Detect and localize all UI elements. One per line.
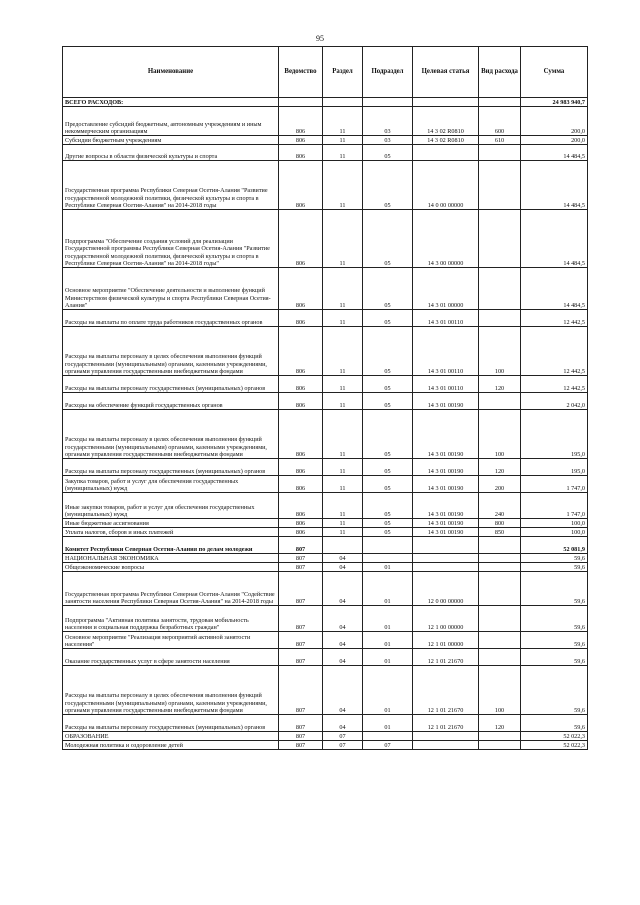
- header-amount: Сумма: [521, 47, 588, 98]
- cell-target-article: 14 3 01 00110: [413, 376, 479, 393]
- cell-subsection: 01: [363, 563, 413, 572]
- cell-subsection: 01: [363, 572, 413, 606]
- cell-subsection: [363, 732, 413, 741]
- cell-amount: 24 983 940,7: [521, 98, 588, 107]
- cell-subsection: 01: [363, 632, 413, 649]
- cell-department: 807: [279, 732, 323, 741]
- cell-subsection: 05: [363, 459, 413, 476]
- cell-department: 807: [279, 741, 323, 750]
- cell-department: 806: [279, 107, 323, 136]
- header-expense-type: Вид расхода: [479, 47, 521, 98]
- cell-amount: 12 442,5: [521, 376, 588, 393]
- cell-department: 807: [279, 715, 323, 732]
- cell-department: 806: [279, 528, 323, 537]
- cell-name: Другие вопросы в области физической культуры и спорта: [63, 145, 279, 161]
- cell-amount: 59,6: [521, 715, 588, 732]
- cell-subsection: 05: [363, 310, 413, 327]
- table-row: [63, 519, 588, 528]
- cell-section: 11: [323, 268, 363, 310]
- cell-amount: 59,6: [521, 554, 588, 563]
- cell-target-article: [413, 537, 479, 554]
- cell-name: Государственная программа Республики Северная Осетия-Алания "Содействие занятости населения Республики Северная Осетия-Алания" на 2014-2018 годы: [63, 572, 279, 606]
- cell-target-article: 12 1 01 21670: [413, 666, 479, 715]
- cell-subsection: 05: [363, 268, 413, 310]
- cell-name: Основное мероприятие "Обеспечение деятельности и выполнение функций Министерством физической культуры и спорта Республики Северная Осетия-Алания": [63, 268, 279, 310]
- cell-target-article: [413, 741, 479, 750]
- cell-subsection: [363, 537, 413, 554]
- cell-target-article: 14 3 02 R0810: [413, 136, 479, 145]
- cell-section: 04: [323, 666, 363, 715]
- table-row: [63, 145, 588, 161]
- header-department: Ведомство: [279, 47, 323, 98]
- cell-name: Государственная программа Республики Северная Осетия-Алания "Развитие государственной молодежной политики, физической культуры и спорта в Республике Северная Осетия-Алания" на 2014-2018 годы: [63, 161, 279, 210]
- cell-name: Основное мероприятие "Реализация мероприятий активной занятости населения": [63, 632, 279, 649]
- table-row: [63, 606, 588, 632]
- cell-subsection: 05: [363, 161, 413, 210]
- table-row: [63, 98, 588, 107]
- cell-section: 11: [323, 327, 363, 376]
- cell-target-article: [413, 554, 479, 563]
- cell-name: Расходы на выплаты персоналу в целях обеспечения выполнения функций государственными (муниципальными) органами, казенными учреждениями, органами управления государственными внебюджетными фондами: [63, 666, 279, 715]
- budget-table: [62, 46, 588, 750]
- cell-name: Расходы на выплаты персоналу в целях обеспечения выполнения функций государственными (муниципальными) органами, казенными учреждениями, органами управления государственными внебюджетными фондами: [63, 327, 279, 376]
- table-row: [63, 741, 588, 750]
- cell-amount: 2 042,0: [521, 393, 588, 410]
- cell-expense-type: [479, 210, 521, 268]
- cell-section: 11: [323, 528, 363, 537]
- cell-expense-type: 100: [479, 666, 521, 715]
- cell-expense-type: 240: [479, 493, 521, 519]
- cell-name: Расходы на выплаты по оплате труда работников государственных органов: [63, 310, 279, 327]
- cell-department: 806: [279, 310, 323, 327]
- cell-expense-type: [479, 741, 521, 750]
- cell-department: 807: [279, 666, 323, 715]
- cell-subsection: 05: [363, 410, 413, 459]
- cell-amount: 14 484,5: [521, 210, 588, 268]
- cell-target-article: 14 3 00 00000: [413, 210, 479, 268]
- cell-target-article: 14 3 01 00190: [413, 476, 479, 493]
- table-row: [63, 327, 588, 376]
- cell-section: 11: [323, 493, 363, 519]
- cell-expense-type: 200: [479, 476, 521, 493]
- cell-target-article: 14 3 01 00190: [413, 393, 479, 410]
- cell-section: 07: [323, 732, 363, 741]
- cell-expense-type: [479, 393, 521, 410]
- cell-section: 11: [323, 136, 363, 145]
- cell-expense-type: [479, 563, 521, 572]
- table-row: [63, 537, 588, 554]
- cell-department: 807: [279, 606, 323, 632]
- cell-section: 04: [323, 715, 363, 732]
- cell-expense-type: 120: [479, 376, 521, 393]
- cell-target-article: [413, 732, 479, 741]
- cell-name: Оказание государственных услуг в сфере занятости населения: [63, 649, 279, 666]
- cell-expense-type: [479, 537, 521, 554]
- table-row: [63, 410, 588, 459]
- cell-subsection: 05: [363, 519, 413, 528]
- table-row: [63, 210, 588, 268]
- cell-amount: 12 442,5: [521, 310, 588, 327]
- cell-subsection: 01: [363, 606, 413, 632]
- table-row: [63, 376, 588, 393]
- table-row: [63, 393, 588, 410]
- cell-amount: 14 484,5: [521, 161, 588, 210]
- cell-name: Подпрограмма "Активная политика занятости, трудовая мобильность населения и социальная поддержка безработных граждан": [63, 606, 279, 632]
- table-row: [63, 666, 588, 715]
- cell-department: 806: [279, 136, 323, 145]
- cell-section: 11: [323, 210, 363, 268]
- cell-amount: 52 022,3: [521, 741, 588, 750]
- cell-name: Уплата налогов, сборов и иных платежей: [63, 528, 279, 537]
- cell-section: 11: [323, 161, 363, 210]
- cell-department: 807: [279, 632, 323, 649]
- cell-name: ВСЕГО РАСХОДОВ:: [63, 98, 279, 107]
- cell-amount: 14 484,5: [521, 268, 588, 310]
- cell-name: Общеэкономические вопросы: [63, 563, 279, 572]
- cell-amount: 200,0: [521, 107, 588, 136]
- cell-department: 807: [279, 563, 323, 572]
- cell-target-article: 12 1 01 00000: [413, 632, 479, 649]
- cell-department: 806: [279, 519, 323, 528]
- table-row: [63, 107, 588, 136]
- cell-expense-type: 850: [479, 528, 521, 537]
- cell-name: Расходы на выплаты персоналу государственных (муниципальных) органов: [63, 459, 279, 476]
- cell-department: 806: [279, 327, 323, 376]
- cell-department: 807: [279, 649, 323, 666]
- cell-section: [323, 537, 363, 554]
- cell-section: 11: [323, 519, 363, 528]
- cell-expense-type: [479, 268, 521, 310]
- cell-name: НАЦИОНАЛЬНАЯ ЭКОНОМИКА: [63, 554, 279, 563]
- cell-name: Расходы на выплаты персоналу в целях обеспечения выполнения функций государственными (муниципальными) органами, казенными учреждениями, органами управления государственными внебюджетными фондами: [63, 410, 279, 459]
- cell-section: 11: [323, 145, 363, 161]
- cell-department: [279, 98, 323, 107]
- cell-target-article: 14 0 00 00000: [413, 161, 479, 210]
- cell-section: 04: [323, 606, 363, 632]
- cell-subsection: [363, 554, 413, 563]
- table-row: [63, 476, 588, 493]
- cell-expense-type: 610: [479, 136, 521, 145]
- cell-department: 806: [279, 161, 323, 210]
- cell-target-article: 14 3 01 00190: [413, 493, 479, 519]
- cell-target-article: [413, 563, 479, 572]
- cell-name: Расходы на выплаты персоналу государственных (муниципальных) органов: [63, 376, 279, 393]
- cell-expense-type: [479, 98, 521, 107]
- cell-name: Предоставление субсидий бюджетным, автономным учреждениям и иным некоммерческим организациям: [63, 107, 279, 136]
- cell-section: 11: [323, 459, 363, 476]
- cell-expense-type: 800: [479, 519, 521, 528]
- cell-expense-type: [479, 632, 521, 649]
- cell-target-article: 14 3 01 00000: [413, 268, 479, 310]
- cell-amount: 59,6: [521, 572, 588, 606]
- cell-section: [323, 98, 363, 107]
- cell-name: ОБРАЗОВАНИЕ: [63, 732, 279, 741]
- table-row: [63, 528, 588, 537]
- cell-department: 806: [279, 393, 323, 410]
- cell-amount: 52 081,9: [521, 537, 588, 554]
- cell-name: Комитет Республики Северная Осетия-Алания по делам молодежи: [63, 537, 279, 554]
- cell-department: 806: [279, 210, 323, 268]
- cell-section: 11: [323, 476, 363, 493]
- cell-department: 806: [279, 268, 323, 310]
- cell-target-article: 12 1 01 21670: [413, 649, 479, 666]
- cell-expense-type: [479, 572, 521, 606]
- cell-amount: 14 484,5: [521, 145, 588, 161]
- cell-subsection: 05: [363, 376, 413, 393]
- cell-department: 806: [279, 376, 323, 393]
- cell-target-article: 14 3 01 00190: [413, 459, 479, 476]
- table-row: [63, 310, 588, 327]
- cell-section: 04: [323, 554, 363, 563]
- cell-amount: 195,0: [521, 410, 588, 459]
- cell-subsection: 01: [363, 666, 413, 715]
- cell-amount: 1 747,0: [521, 493, 588, 519]
- cell-expense-type: [479, 554, 521, 563]
- cell-amount: 59,6: [521, 632, 588, 649]
- cell-target-article: 12 0 00 00000: [413, 572, 479, 606]
- cell-department: 806: [279, 476, 323, 493]
- cell-name: Иные бюджетные ассигнования: [63, 519, 279, 528]
- cell-section: 04: [323, 649, 363, 666]
- cell-section: 11: [323, 376, 363, 393]
- cell-expense-type: 120: [479, 715, 521, 732]
- table-row: [63, 493, 588, 519]
- cell-expense-type: [479, 732, 521, 741]
- cell-amount: 100,0: [521, 528, 588, 537]
- cell-expense-type: [479, 310, 521, 327]
- cell-expense-type: [479, 649, 521, 666]
- cell-subsection: 05: [363, 528, 413, 537]
- cell-target-article: 14 3 01 00190: [413, 410, 479, 459]
- cell-name: Расходы на выплаты персоналу государственных (муниципальных) органов: [63, 715, 279, 732]
- cell-subsection: 03: [363, 107, 413, 136]
- cell-amount: 52 022,3: [521, 732, 588, 741]
- cell-expense-type: 100: [479, 410, 521, 459]
- cell-subsection: 05: [363, 327, 413, 376]
- cell-amount: 59,6: [521, 649, 588, 666]
- cell-amount: 200,0: [521, 136, 588, 145]
- page-number: 95: [316, 34, 324, 43]
- cell-name: Субсидии бюджетным учреждениям: [63, 136, 279, 145]
- table-row: [63, 649, 588, 666]
- cell-amount: 12 442,5: [521, 327, 588, 376]
- header-target-article: Целевая статья: [413, 47, 479, 98]
- cell-amount: 100,0: [521, 519, 588, 528]
- cell-amount: 59,6: [521, 666, 588, 715]
- cell-section: 11: [323, 107, 363, 136]
- cell-amount: 59,6: [521, 563, 588, 572]
- cell-name: Закупка товаров, работ и услуг для обеспечения государственных (муниципальных) нужд: [63, 476, 279, 493]
- table-row: [63, 563, 588, 572]
- cell-subsection: 05: [363, 393, 413, 410]
- cell-expense-type: [479, 161, 521, 210]
- cell-department: 807: [279, 554, 323, 563]
- cell-target-article: 14 3 01 00190: [413, 519, 479, 528]
- cell-department: 806: [279, 145, 323, 161]
- cell-name: Подпрограмма "Обеспечение создания условий для реализации Государственной программы Республики Северная Осетия-Алания "Развитие государственной молодежной политики, физической культуры и спорта в Республике Северная Осетия-Алания" на 2014-2018 годы": [63, 210, 279, 268]
- cell-subsection: 05: [363, 493, 413, 519]
- table-row: [63, 572, 588, 606]
- table-row: [63, 136, 588, 145]
- cell-expense-type: 100: [479, 327, 521, 376]
- cell-subsection: 05: [363, 476, 413, 493]
- cell-expense-type: 600: [479, 107, 521, 136]
- header-name: Наименование: [63, 47, 279, 98]
- cell-department: 807: [279, 537, 323, 554]
- cell-section: 11: [323, 393, 363, 410]
- cell-subsection: 01: [363, 649, 413, 666]
- cell-target-article: 14 3 01 00110: [413, 310, 479, 327]
- table-row: [63, 554, 588, 563]
- cell-subsection: 03: [363, 136, 413, 145]
- cell-subsection: 05: [363, 210, 413, 268]
- cell-target-article: 14 3 01 00110: [413, 327, 479, 376]
- cell-target-article: [413, 145, 479, 161]
- table-row: [63, 268, 588, 310]
- header-subsection: Подраздел: [363, 47, 413, 98]
- cell-amount: 1 747,0: [521, 476, 588, 493]
- cell-subsection: 01: [363, 715, 413, 732]
- cell-target-article: 14 3 02 R0810: [413, 107, 479, 136]
- cell-department: 806: [279, 493, 323, 519]
- cell-target-article: 12 1 01 21670: [413, 715, 479, 732]
- cell-subsection: 07: [363, 741, 413, 750]
- cell-section: 11: [323, 410, 363, 459]
- table-row: [63, 632, 588, 649]
- cell-expense-type: 120: [479, 459, 521, 476]
- cell-name: Иные закупки товаров, работ и услуг для обеспечения государственных (муниципальных) нужд: [63, 493, 279, 519]
- cell-target-article: [413, 98, 479, 107]
- cell-expense-type: [479, 606, 521, 632]
- cell-name: Молодежная политика и оздоровление детей: [63, 741, 279, 750]
- table-header-row: [63, 47, 588, 98]
- cell-subsection: [363, 98, 413, 107]
- cell-section: 11: [323, 310, 363, 327]
- cell-target-article: 14 3 01 00190: [413, 528, 479, 537]
- cell-section: 04: [323, 572, 363, 606]
- header-section: Раздел: [323, 47, 363, 98]
- cell-section: 04: [323, 632, 363, 649]
- cell-department: 806: [279, 459, 323, 476]
- cell-amount: 195,0: [521, 459, 588, 476]
- table-row: [63, 459, 588, 476]
- cell-subsection: 05: [363, 145, 413, 161]
- table-row: [63, 732, 588, 741]
- cell-section: 07: [323, 741, 363, 750]
- table-row: [63, 161, 588, 210]
- cell-expense-type: [479, 145, 521, 161]
- cell-department: 806: [279, 410, 323, 459]
- cell-target-article: 12 1 00 00000: [413, 606, 479, 632]
- cell-name: Расходы на обеспечение функций государственных органов: [63, 393, 279, 410]
- table-body: [63, 98, 588, 750]
- table-row: [63, 715, 588, 732]
- cell-department: 807: [279, 572, 323, 606]
- cell-amount: 59,6: [521, 606, 588, 632]
- cell-section: 04: [323, 563, 363, 572]
